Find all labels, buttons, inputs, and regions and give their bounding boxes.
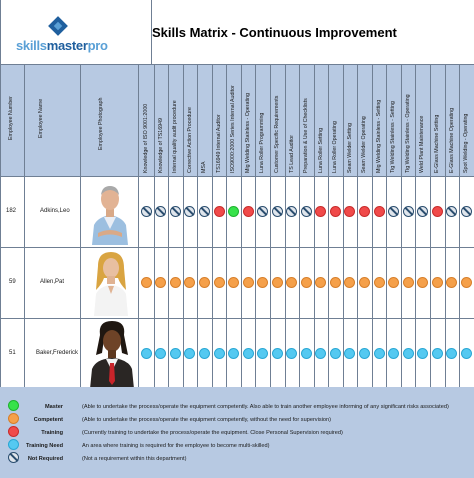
skill-header: Tig Welding Stainless - Operating [404,94,411,173]
skill-status-not-required [184,206,195,217]
legend-label: Competent [33,417,63,423]
grid-line [80,64,81,389]
skill-status-competent [446,277,457,288]
grid-line [299,64,300,389]
grid-line [151,0,152,64]
skill-status-training-need [417,348,428,359]
skill-header: TS16949 Internal Auditor [215,114,222,173]
skill-status-training [330,206,341,217]
skill-status-training-need [214,348,225,359]
skill-header: Mig Welding Stainless - Setting [375,99,382,173]
skill-status-not-required [403,206,414,217]
company-logo [8,16,148,52]
skill-status-not-required [257,206,268,217]
legend-description: (Currently training to undertake the process/operate the equipment. Close Personal Supervision required) [82,430,343,436]
skill-status-not-required [272,206,283,217]
skill-header: Preparation & Use of Checklists [303,98,310,173]
grid-line [285,64,286,389]
skill-status-competent [403,277,414,288]
skill-status-competent [286,277,297,288]
skill-status-not-required [446,206,457,217]
skill-status-competent [170,277,181,288]
grid-line [328,64,329,389]
skill-header: ISO9000:2000 Series Internal Auditor [230,85,237,173]
header-employee-name: Employee Name [38,98,44,138]
header-employee-photo: Employee Photograph [98,97,104,150]
grid-line [24,64,25,389]
legend-description: (Able to undertake the process/operate the equipment competently. Also able to train another employee informing of any significant risks associated) [82,404,449,410]
skill-header: Luna Roller Programming [259,112,266,173]
skill-status-not-required [388,206,399,217]
employee-name: Adkins,Leo [40,208,70,214]
skill-header: Tig Welding Stainless - Setting [390,101,397,173]
legend-label: Training Need [26,443,63,449]
skill-header: Customer Specific Requirements [273,95,280,173]
skill-header: MSA [201,161,208,173]
grid-line [212,64,213,389]
skill-status-training-need [403,348,414,359]
employee-photo-adkins [84,177,136,245]
grid-line [138,64,139,389]
skill-status-training [359,206,370,217]
skill-status-not-required [461,206,472,217]
legend-description: An area where training is required for the employee to become multi-skilled) [82,443,270,449]
skill-header: Luna Roller Setting [317,127,324,173]
skill-status-training-need [388,348,399,359]
skill-header: Seam Welder Operating [361,116,368,173]
skill-status-competent [184,277,195,288]
grid-line [372,64,373,389]
skill-status-training-need [344,348,355,359]
skill-status-training-need [243,348,254,359]
skill-status-training-need [330,348,341,359]
skill-status-training-need [141,348,152,359]
grid-line [357,64,358,389]
header-employee-number: Employee Number [8,96,14,140]
skill-status-competent [315,277,326,288]
grid-line [459,64,460,389]
grid-line [401,64,402,389]
skill-status-competent [344,277,355,288]
page-title: Skills Matrix - Continuous Improvement [152,25,397,40]
employee-name: Allen,Pat [40,279,65,285]
legend-training-need-icon [8,439,19,450]
skill-status-training-need [446,348,457,359]
skill-status-not-required [417,206,428,217]
skill-status-training-need [286,348,297,359]
legend-label: Master [44,404,63,410]
skill-header: Knowledge of TS16949 [157,118,164,173]
skill-header: Corrective Action Procedure [186,107,193,173]
skill-status-training [214,206,225,217]
skill-status-competent [214,277,225,288]
grid-line [415,64,416,389]
grid-line [197,64,198,389]
header-row [0,64,474,176]
employee-number: 59 [9,279,16,285]
skill-status-not-required [141,206,152,217]
skill-status-competent [272,277,283,288]
skill-header: TS Lead Auditor [288,135,295,173]
skill-status-training-need [301,348,312,359]
grid-line [270,64,271,389]
skill-status-master [228,206,239,217]
legend-training-icon [8,426,19,437]
skill-header: Spot Welding - Operating [463,113,470,173]
skill-status-training-need [374,348,385,359]
skill-status-competent [374,277,385,288]
skill-status-training-need [315,348,326,359]
skill-status-competent [141,277,152,288]
skill-status-competent [359,277,370,288]
skill-status-training-need [155,348,166,359]
legend-description: (Able to undertake the process/operate the equipment competently, without the need for supervision) [82,417,331,423]
skill-status-training [374,206,385,217]
skill-header: Internal quality audit procedure [172,100,179,173]
grid-line [154,64,155,389]
grid-line [168,64,169,389]
grid-line [226,64,227,389]
employee-name: Baker,Frederick [36,350,79,356]
grid-line [430,64,431,389]
skill-status-not-required [199,206,210,217]
skill-status-competent [417,277,428,288]
skill-status-competent [301,277,312,288]
skill-header: Weld Plant Maintenance [419,115,426,173]
skill-status-training-need [257,348,268,359]
grid-line [255,64,256,389]
legend-competent-icon [8,413,19,424]
skill-header: Knowledge of ISO 9001:2000 [143,103,149,173]
grid-line [386,64,387,389]
employee-photo-baker [84,319,140,389]
skill-status-competent [155,277,166,288]
skill-status-competent [257,277,268,288]
skill-status-training-need [359,348,370,359]
employee-photo-allen [84,248,136,316]
skill-status-competent [199,277,210,288]
skill-status-training-need [199,348,210,359]
grid-line [343,64,344,389]
legend-not-required-icon [8,452,19,463]
skill-status-not-required [155,206,166,217]
skill-status-competent [432,277,443,288]
grid-line [445,64,446,389]
employee-number: 182 [6,208,17,214]
skill-status-training-need [170,348,181,359]
skill-status-training [344,206,355,217]
skill-status-training-need [461,348,472,359]
logo-wordmark: skillsmasterpro [16,38,108,53]
skill-status-competent [228,277,239,288]
grid-line [241,64,242,389]
grid-line [0,318,474,319]
skill-status-training [432,206,443,217]
legend-label: Not Required [27,456,63,462]
skill-status-training [315,206,326,217]
skill-status-competent [388,277,399,288]
skill-header: Mig Welding Stainless - Operating [244,93,251,173]
skill-status-competent [243,277,254,288]
legend-description: (Not a requirement within this department) [82,456,187,462]
grid-line [183,64,184,389]
grid-line [0,64,474,65]
skill-status-training-need [432,348,443,359]
logo-mark-icon [48,16,68,36]
skill-header: Seam Welder Setting [346,123,353,173]
skill-status-not-required [286,206,297,217]
legend-master-icon [8,400,19,411]
skill-status-competent [461,277,472,288]
grid-line [0,247,474,248]
skill-header: E-Glass Machine Setting [434,114,440,173]
skill-status-training-need [184,348,195,359]
grid-line [314,64,315,389]
skill-status-training-need [228,348,239,359]
employee-number: 51 [9,350,16,356]
skill-status-not-required [301,206,312,217]
legend-label: Training [41,430,63,436]
skill-header: Luna Roller Operating [332,121,339,173]
skill-status-competent [330,277,341,288]
skill-status-training-need [272,348,283,359]
skill-header: E-Glass Machine Operating [448,107,455,173]
skill-status-training [243,206,254,217]
skill-status-not-required [170,206,181,217]
grid-line [0,176,474,177]
